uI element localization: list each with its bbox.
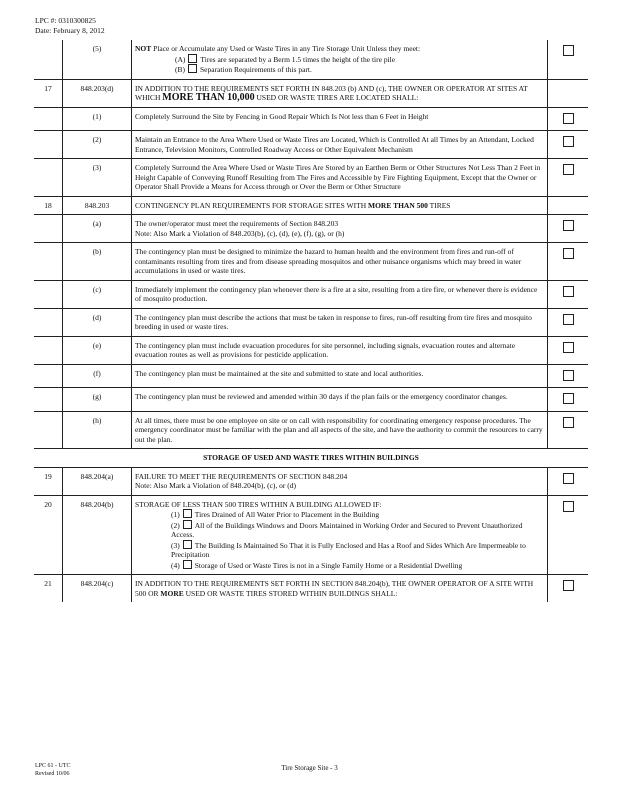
violation-checkbox[interactable] — [563, 45, 574, 56]
row-text: Place or Accumulate any Used or Waste Tires in any Tire Storage Unit Unless they meet: — [151, 44, 421, 53]
checklist-row-18-g: (g) The contingency plan must be reviewed and amended within 30 days if the plan fails or the emergency coordinator changes. — [34, 388, 588, 412]
document-date: Date: February 8, 2012 — [35, 26, 105, 35]
checklist-row-18-h: (h) At all times, there must be one employee on site or on call with responsibility for coordinating emergency response procedures. The emergency coordinator must be familiar with the plan and all aspects of the site, and have the authority to commit the resources to carry out the plan. — [34, 411, 588, 449]
page-label: Tire Storage Site - 3 — [281, 764, 338, 772]
checklist-row-18: 18 848.203 CONTINGENCY PLAN REQUIREMENTS FOR STORAGE SITES WITH MORE THAN 500 TIRES — [34, 196, 588, 215]
sub-checkbox-2[interactable] — [183, 520, 192, 529]
checklist-row-18-d: (d) The contingency plan must describe the actions that must be taken in response to fires, run-off resulting from tire fires and mosquito breeding in used or waste tires. — [34, 308, 588, 336]
violation-checkbox[interactable] — [563, 417, 574, 428]
violation-checkbox[interactable] — [563, 286, 574, 297]
row-section: 848.204(a) — [63, 467, 132, 495]
violation-checkbox[interactable] — [563, 393, 574, 404]
violation-checkbox[interactable] — [563, 370, 574, 381]
checklist-row-5: (5) NOT Place or Accumulate any Used or Waste Tires in any Tire Storage Unit Unless they meet: (A) Tires are separated by a Berm 1.5 times the height of the tire pile (B) Separation Requirements of this part. — [34, 40, 588, 79]
row-section: 848.204(b) — [63, 495, 132, 575]
violation-checkbox[interactable] — [563, 113, 574, 124]
violation-checkbox[interactable] — [563, 136, 574, 147]
lpc-number: LPC #: 0310300825 — [35, 16, 96, 25]
inspection-checklist-table — [34, 40, 588, 602]
sub-checkbox-3[interactable] — [183, 540, 192, 549]
checklist-row-17-3: (3) Completely Surround the Area Where Used or Waste Tires Are Stored by an Earthen Berm or Other Structures Not Less Than 2 Feet in Height Capable of Conveying Runoff Resulting from The Fires and Accessible by Fire Fighting Equipment, Except that the Owner or Operator Shall Provide a Means for Access through or Over the Berm or Other Structure — [34, 159, 588, 197]
row-section: 848.203(d) — [63, 79, 132, 107]
document-header — [35, 16, 105, 36]
form-revision: Revised 10/06 — [35, 771, 70, 777]
checklist-row-17-2: (2) Maintain an Entrance to the Area Where Used or Waste Tires are Located, Which is Controlled At all Times by an Attendant, Locked Entrance, Television Monitors, Controlled Roadway Access or Other Equivalent Mechanism — [34, 131, 588, 159]
row-section: 848.203 — [63, 196, 132, 215]
row-number: 19 — [34, 467, 63, 495]
row-number: 21 — [34, 575, 63, 603]
section-heading-row — [34, 449, 588, 468]
sub-checkbox-1[interactable] — [183, 509, 192, 518]
row-lead: NOT — [135, 44, 152, 53]
row-number: 18 — [34, 196, 63, 215]
checklist-row-19: 19 848.204(a) FAILURE TO MEET THE REQUIREMENTS OF SECTION 848.204 Note: Also Mark a Violation of 848.204(b), (c), or (d) — [34, 467, 588, 495]
checklist-row-17: 17 848.203(d) IN ADDITION TO THE REQUIREMENTS SET FORTH IN 848.203 (b) AND (c), THE OWNER OR OPERATOR AT SITES AT WHICH MORE THAN 10,000 USED OR WASTE TIRES ARE LOCATED SHALL: — [34, 79, 588, 107]
violation-checkbox[interactable] — [563, 342, 574, 353]
violation-checkbox[interactable] — [563, 220, 574, 231]
checklist-row-18-b: (b) The contingency plan must be designed to minimize the hazard to human health and the environment from fires and run-off of contaminants resulting from tires and from disease spreading mosquitos and other nuisance organisms which may breed in water accumulations in used or waste tires. — [34, 243, 588, 281]
row-number: 17 — [34, 79, 63, 107]
checklist-row-18-c: (c) Immediately implement the contingency plan whenever there is a fire at a site, resulting from a tire fire, or whenever there is evidence of mosquito production. — [34, 280, 588, 308]
violation-checkbox[interactable] — [563, 314, 574, 325]
row-number: 20 — [34, 495, 63, 575]
violation-checkbox[interactable] — [563, 473, 574, 484]
checklist-row-17-1: (1) Completely Surround the Site by Fencing in Good Repair Which Is Not less than 6 Feet in Height — [34, 107, 588, 131]
checklist-row-20: 20 848.204(b) STORAGE OF LESS THAN 500 TIRES WITHIN A BUILDING ALLOWED IF: (1) Tires Drained of All Water Prior to Placement in the Building (2) All of the Buildings Windows and Doors Maintained in Working Order and Secured to Prevent Unauthorized Access. (3) The Building Is Maintained So That it is Fully Enclosed and Has a Roof and Sides Which Are Impermeable to Precipitation (4) Storage of Used or Waste Tires is not in a Single Family Home or a Residential Dwelling — [34, 495, 588, 575]
sub-checkbox-a[interactable] — [188, 54, 197, 63]
row-letter: (5) — [63, 40, 132, 79]
sub-checkbox-b[interactable] — [188, 64, 197, 73]
checklist-row-18-a: (a) The owner/operator must meet the requirements of Section 848.203 Note: Also Mark a Violation of 848.203(b), (c), (d), (e), (f), (g), or (h) — [34, 215, 588, 243]
checklist-row-21: 21 848.204(c) IN ADDITION TO THE REQUIREMENTS SET FORTH IN SECTION 848.204(b), THE OWNER OPERATOR OF A SITE WITH 500 OR MORE USED OR WASTE TIRES STORED WITHIN BUILDINGS SHALL: — [34, 575, 588, 603]
section-title: STORAGE OF USED AND WASTE TIRES WITHIN BUILDINGS — [34, 449, 588, 468]
violation-checkbox[interactable] — [563, 164, 574, 175]
form-number: LPC 61 - UTC — [35, 763, 71, 769]
violation-checkbox[interactable] — [563, 580, 574, 591]
row-section: 848.204(c) — [63, 575, 132, 603]
sub-checkbox-4[interactable] — [183, 560, 192, 569]
checklist-row-18-e: (e) The contingency plan must include evacuation procedures for site personnel, including signals, evacuation routes and alternate evacuation routes as well as provisions for pesticide application. — [34, 336, 588, 364]
violation-checkbox[interactable] — [563, 501, 574, 512]
violation-checkbox[interactable] — [563, 248, 574, 259]
checklist-row-18-f: (f) The contingency plan must be maintained at the site and submitted to state and local authorities. — [34, 364, 588, 388]
